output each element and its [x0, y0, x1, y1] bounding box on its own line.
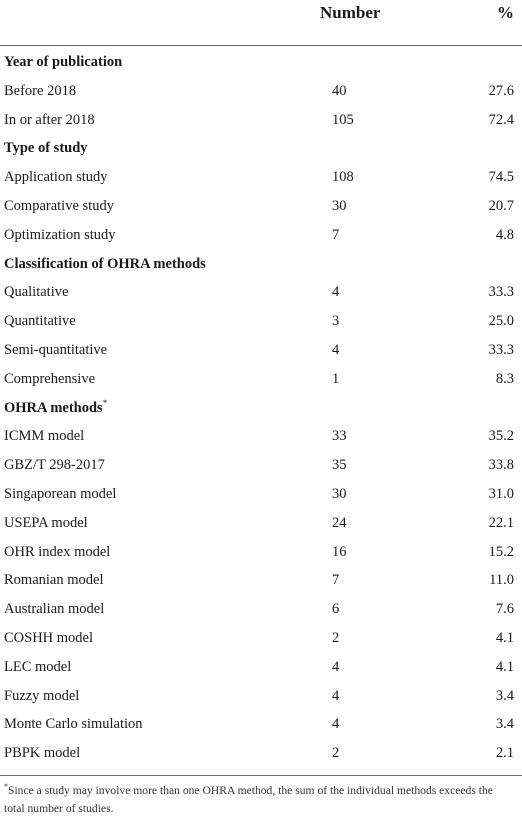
row-label: [4, 422, 84, 451]
cell-number: 2: [332, 629, 340, 646]
row-label: [4, 566, 103, 595]
cell-number: 105: [332, 111, 354, 128]
cell-number: 40: [332, 82, 347, 99]
row-label: [4, 278, 68, 307]
row-label-text: Fuzzy model: [4, 687, 80, 704]
section-header-row: [0, 394, 522, 423]
row-label-text: Monte Carlo simulation: [4, 716, 143, 733]
row-label: [4, 106, 95, 135]
row-label-text: Year of publication: [4, 54, 123, 70]
row-label: [4, 595, 104, 624]
row-label-text: OHRA methods: [4, 399, 103, 416]
cell-percent: 33.3: [488, 284, 514, 301]
cell-number: 4: [332, 341, 340, 358]
cell-percent: 4.1: [495, 658, 514, 675]
table-row: [0, 106, 522, 135]
row-label-text: Comprehensive: [4, 370, 96, 387]
cell-number: 24: [332, 514, 347, 531]
cell-number: 3: [332, 313, 340, 330]
cell-number: 35: [332, 457, 347, 474]
cell-percent: 20.7: [488, 197, 514, 214]
table-row: [0, 653, 522, 682]
cell-percent: 33.3: [488, 341, 514, 358]
cell-number: 30: [332, 485, 347, 502]
table-row: [0, 163, 522, 192]
cell-number: 7: [332, 572, 340, 589]
section-header-row: [0, 134, 522, 163]
row-label: [4, 682, 79, 711]
row-label-text: OHR index model: [4, 543, 111, 560]
cell-percent: 8.3: [495, 370, 514, 387]
cell-number: 6: [332, 601, 340, 618]
table-row: [0, 624, 522, 653]
cell-percent: 35.2: [488, 428, 514, 445]
row-label: [4, 77, 76, 106]
row-label-text: Australian model: [4, 601, 105, 618]
table-row: [0, 595, 522, 624]
table-row: [0, 710, 522, 739]
row-label-text: In or after 2018: [4, 111, 95, 128]
cell-percent: 22.1: [488, 514, 514, 531]
row-label: [4, 451, 105, 480]
table-row: [0, 509, 522, 538]
cell-number: 16: [332, 543, 347, 560]
row-label-text: Romanian model: [4, 572, 104, 589]
row-label-text: COSHH model: [4, 629, 94, 646]
table-body: [0, 48, 522, 768]
cell-number: 4: [332, 658, 340, 675]
table-row: [0, 192, 522, 221]
cell-percent: 27.6: [488, 82, 514, 99]
row-label-text: ICMM model: [4, 428, 85, 445]
cell-percent: 74.5: [488, 169, 514, 186]
table-row: [0, 451, 522, 480]
section-header-row: [0, 48, 522, 77]
table-row: [0, 480, 522, 509]
cell-percent: 25.0: [488, 313, 514, 330]
row-label-text: Application study: [4, 169, 108, 186]
row-label-text: USEPA model: [4, 514, 88, 531]
row-label-text: GBZ/T 298-2017: [4, 457, 105, 474]
row-label: [4, 221, 116, 250]
row-label-text: Optimization study: [4, 226, 116, 243]
footnote-marker: *: [4, 782, 8, 792]
cell-number: 108: [332, 169, 354, 186]
cell-number: 4: [332, 284, 340, 301]
row-label-text: Singaporean model: [4, 485, 117, 502]
section-label: [4, 394, 107, 423]
cell-number: 33: [332, 428, 347, 445]
cell-percent: 4.8: [495, 226, 514, 243]
row-label-text: Before 2018: [4, 82, 77, 99]
row-label: [4, 538, 110, 567]
row-label-text: LEC model: [4, 658, 72, 675]
table-footnote: [4, 782, 516, 818]
row-label: [4, 163, 108, 192]
cell-number: 2: [332, 745, 340, 762]
cell-number: 4: [332, 687, 340, 704]
cell-number: 30: [332, 197, 347, 214]
cell-number: 1: [332, 370, 340, 387]
table-row: [0, 307, 522, 336]
section-label: [4, 48, 122, 77]
table-row: [0, 682, 522, 711]
cell-percent: 15.2: [488, 543, 514, 560]
section-header-row: [0, 250, 522, 279]
column-header-number: Number: [320, 3, 381, 22]
table-row: [0, 278, 522, 307]
row-label: [4, 336, 107, 365]
row-label: [4, 307, 76, 336]
cell-percent: 4.1: [495, 629, 514, 646]
row-label-text: Comparative study: [4, 197, 114, 214]
row-label: [4, 192, 114, 221]
row-label-text: PBPK model: [4, 745, 81, 762]
cell-percent: 7.6: [495, 601, 514, 618]
header-rule: [0, 45, 522, 46]
row-label: [4, 739, 80, 768]
cell-percent: 3.4: [495, 687, 514, 704]
cell-number: 4: [332, 716, 340, 733]
cell-percent: 31.0: [488, 485, 514, 502]
cell-percent: 3.4: [495, 716, 514, 733]
table-row: [0, 422, 522, 451]
table-row: [0, 221, 522, 250]
row-label-text: Qualitative: [4, 284, 69, 301]
row-label: [4, 710, 143, 739]
table-row: [0, 566, 522, 595]
section-label: [4, 134, 88, 163]
cell-percent: 33.8: [488, 457, 514, 474]
table-row: [0, 336, 522, 365]
row-label: [4, 509, 88, 538]
row-label-text: Type of study: [4, 140, 88, 157]
table-row: [0, 365, 522, 394]
row-label-text: Classification of OHRA methods: [4, 255, 206, 272]
cell-number: 7: [332, 226, 340, 243]
table-row: [0, 77, 522, 106]
row-label-text: Semi-quantitative: [4, 341, 108, 358]
footer-rule: [0, 775, 522, 776]
section-label: [4, 250, 206, 279]
row-label: [4, 653, 71, 682]
row-label-text: Quantitative: [4, 313, 76, 330]
cell-percent: 11.0: [489, 572, 514, 589]
table-row: [0, 739, 522, 768]
row-label: [4, 480, 116, 509]
footnote-text: Since a study may involve more than one OHRA method, the sum of the individual methods exceeds the total number of studies.: [4, 784, 493, 815]
row-label: [4, 624, 93, 653]
table-row: [0, 538, 522, 567]
column-header-percent: %: [497, 3, 514, 22]
cell-percent: 2.1: [495, 745, 514, 762]
footnote-reference: *: [102, 397, 108, 408]
cell-percent: 72.4: [488, 111, 514, 128]
row-label: [4, 365, 95, 394]
